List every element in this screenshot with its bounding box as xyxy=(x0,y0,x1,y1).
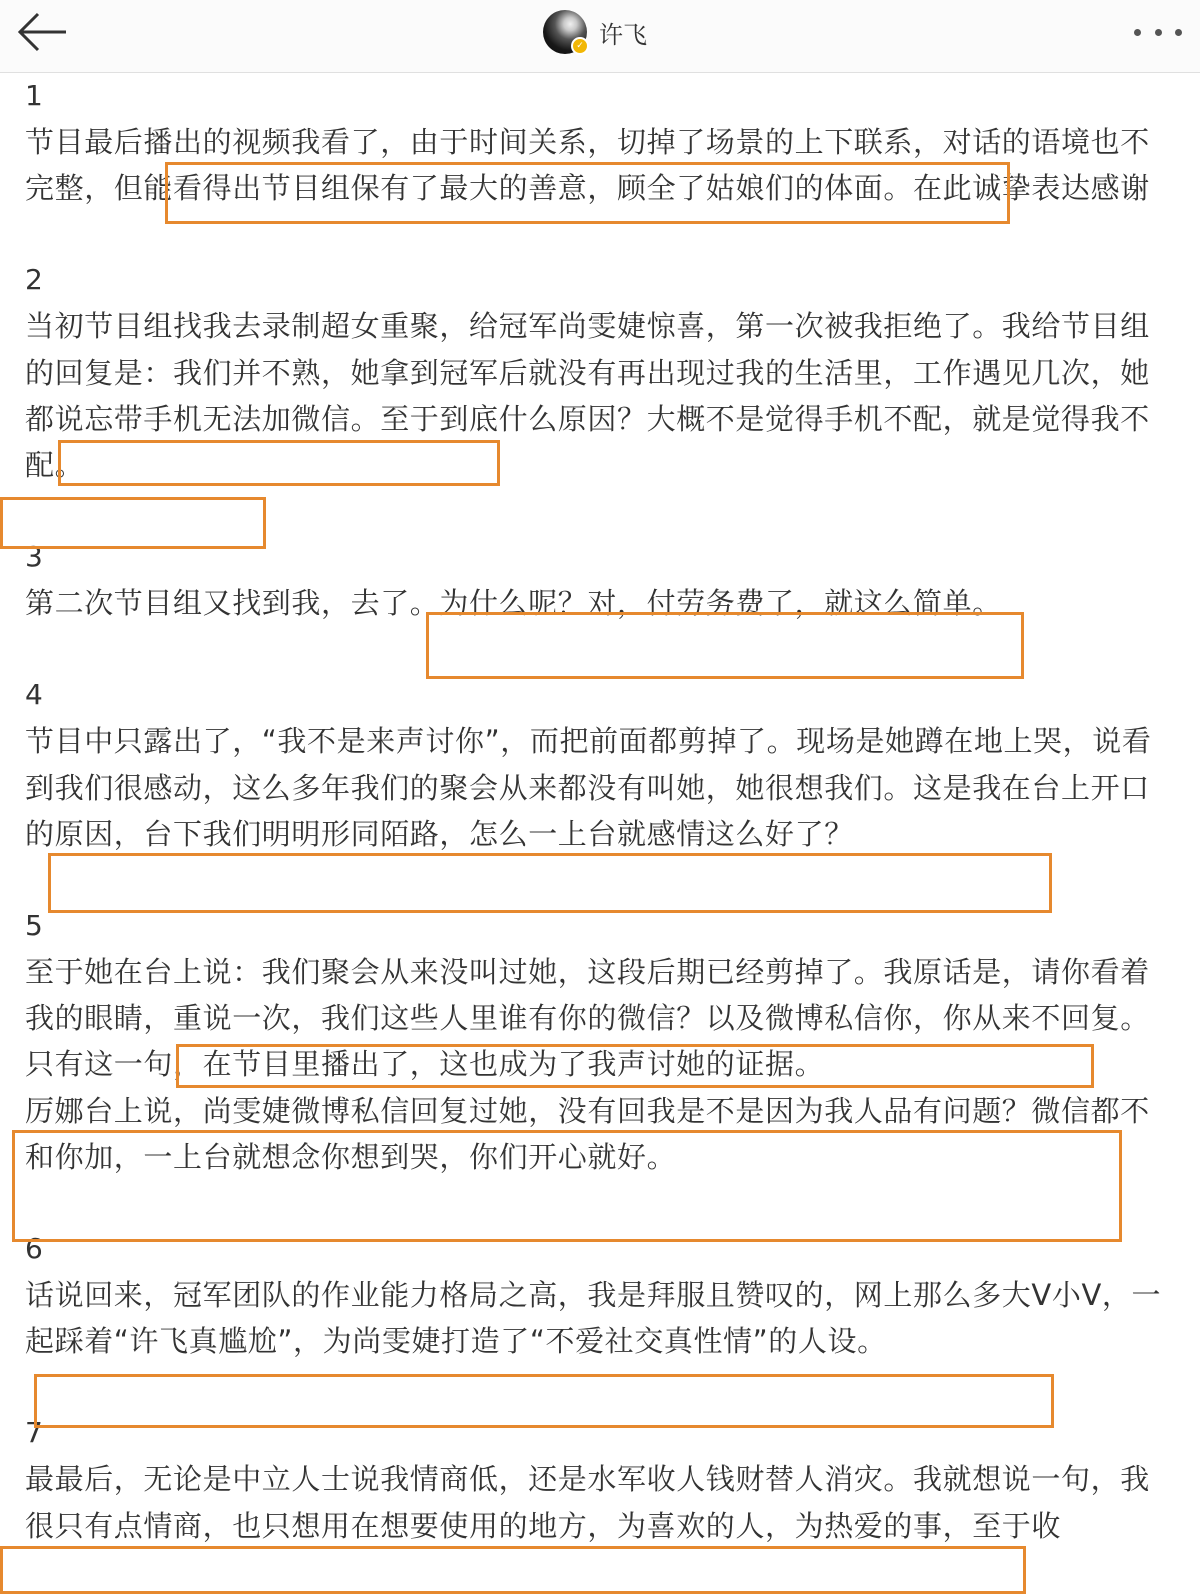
more-dots-icon[interactable] xyxy=(1134,14,1182,50)
verified-badge-icon: ✓ xyxy=(571,37,589,55)
post-content xyxy=(25,73,1175,1549)
back-arrow-icon[interactable] xyxy=(16,10,68,54)
item-number: 5 xyxy=(25,909,43,943)
item-text: 第二次节目组又找到我，去了。为什么呢？对，付劳务费了，就这么简单。 xyxy=(25,586,1002,621)
item-number: 2 xyxy=(25,263,43,297)
username[interactable]: 许飞 xyxy=(599,20,647,49)
item-text: 当初节目组找我去录制超女重聚，给冠军尚雯婕惊喜，第一次被我拒绝了。我给节目组的回复是：我们并不熟，她拿到冠军后就没有再出现过我的生活里，工作遇见几次，她都说忘带手机无法加微信。至于到底什么原因？大概不是觉得手机不配，就是觉得我不配。 xyxy=(25,309,1150,483)
item-text: 节目最后播出的视频我看了，由于时间关系，切掉了场景的上下联系，对话的语境也不完整，但能看得出节目组保有了最大的善意，顾全了姑娘们的体面。在此诚挚表达感谢 xyxy=(25,125,1150,206)
item-number: 6 xyxy=(25,1232,43,1266)
top-bar xyxy=(0,0,1200,73)
user-info[interactable] xyxy=(543,8,647,56)
item-number: 7 xyxy=(25,1416,43,1450)
item-text: 至于她在台上说：我们聚会从来没叫过她，这段后期已经剪掉了。我原话是，请你看着我的眼睛，重说一次，我们这些人里谁有你的微信？以及微博私信你，你从来不回复。只有这一句，在节目里播出了，这也成为了我声讨她的证据。 xyxy=(25,955,1150,1082)
highlight-box xyxy=(0,1546,1026,1594)
avatar[interactable] xyxy=(543,10,587,54)
item-number: 4 xyxy=(25,678,43,712)
item-text: 节目中只露出了，“我不是来声讨你”，而把前面都剪掉了。现场是她蹲在地上哭，说看到我们很感动，这么多年我们的聚会从来都没有叫她，她很想我们。这是我在台上开口的原因，台下我们明明形同陌路，怎么一上台就感情这么好了？ xyxy=(25,724,1152,851)
item-text: 厉娜台上说，尚雯婕微博私信回复过她，没有回我是不是因为我人品有问题？微信都不和你加，一上台就想念你想到哭，你们开心就好。 xyxy=(25,1093,1150,1174)
item-text: 最最后，无论是中立人士说我情商低，还是水军收人钱财替人消灾。我就想说一句，我很只有点情商，也只想用在想要使用的地方，为喜欢的人，为热爱的事，至于收 xyxy=(25,1462,1150,1543)
item-text: 话说回来，冠军团队的作业能力格局之高，我是拜服且赞叹的，网上那么多大V小V，一起踩着“许飞真尴尬”，为尚雯婕打造了“不爱社交真性情”的人设。 xyxy=(25,1278,1162,1359)
item-number: 3 xyxy=(25,540,43,574)
item-number: 1 xyxy=(25,79,43,112)
